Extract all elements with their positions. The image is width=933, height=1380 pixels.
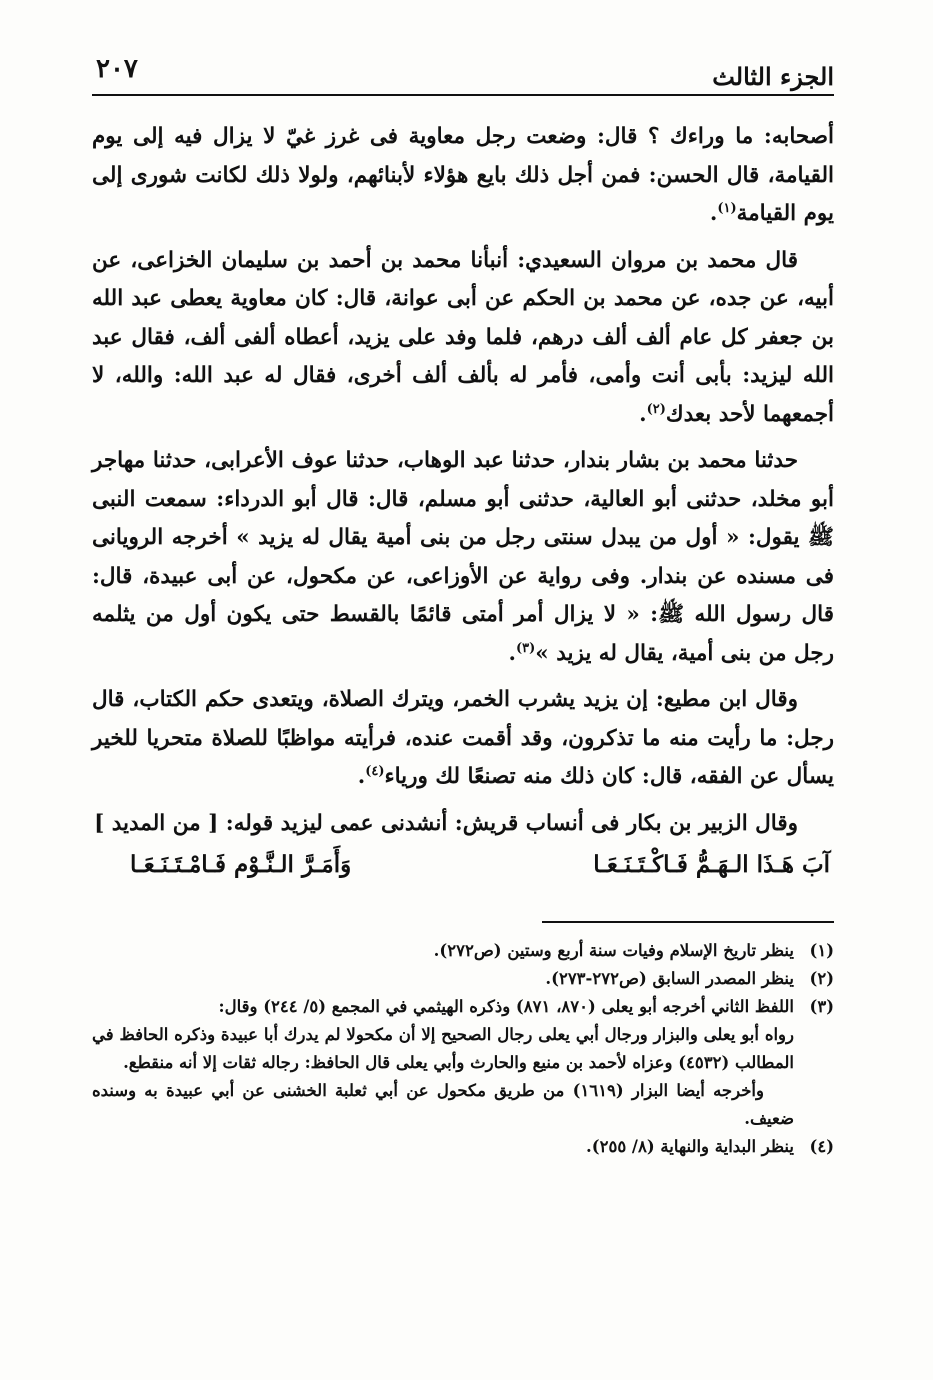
footnote-number: (١) [809, 941, 834, 960]
footnote-3-addendum: وأخرجه أيضا البزار (١٦١٩) من طريق مكحول عن أبي ثعلبة الخشنى عن أبي عبيدة به وسنده ضعيف. [92, 1081, 794, 1128]
paragraph-end: . [508, 640, 516, 666]
footnote-4 [92, 1133, 834, 1161]
footnote-ref: (٤) [365, 763, 385, 779]
book-page [92, 52, 834, 1352]
paragraph-5 [92, 805, 834, 844]
poetry-verse [92, 845, 834, 885]
paragraph-2 [92, 242, 834, 435]
footnote-ref: (٣) [515, 640, 536, 656]
footnote-ref: (٢) [646, 401, 666, 417]
running-title: الجزء الثالث [712, 62, 834, 91]
paragraph-text: حدثنا محمد بن بشار بندار، حدثنا عبد الوهاب، حدثنا عوف الأعرابى، حدثنا مهاجر أبو مخلد، حدثنى أبو العالية، حدثنى أبو مسلم، قال: قال أبو الدرداء: سمعت النبى ﷺ يقول: « أول من يبدل سنتى رجل من بنى أمية يقال له يزيد » أخرجه الرويانى فى مسنده عن بندار. وفى رواية عن الأوزاعى، عن مكحول، عن أبى عبيدة، قال: قال رسول الله ﷺ: « لا يزال أمر أمتى قائمًا بالقسط حتى يكون أول من يثلمه رجل من بنى أمية، يقال له يزيد » [92, 448, 834, 666]
footnote-number: (٣) [809, 997, 834, 1016]
footnote-separator [542, 921, 834, 923]
footnote-text: ينظر البداية والنهاية (٨/ ٢٥٥). [586, 1137, 794, 1156]
footnote-text: ينظر المصدر السابق (ص٢٧٢-٢٧٣). [545, 969, 794, 988]
paragraph-text: قال محمد بن مروان السعيدي: أنبأنا محمد بن أحمد بن سليمان الخزاعى، عن أبيه، عن جده، عن محمد بن الحكم عن أبى عوانة، قال: كان معاوية يعطى عبد الله بن جعفر كل عام ألف ألف درهم، فلما وفد على يزيد، أعطاه ألفى ألف، فقال عبد الله ليزيد: بأبى أنت وأمى، فأمر له بألف ألف أخرى، فقال له عبد الله: والله، لا أجمعهما لأحد بعدك [92, 247, 834, 427]
footnote-3-continuation: رواه أبو يعلى والبزار ورجال أبي يعلى رجال الصحيح إلا أن مكحولا لم يدرك أبا عبيدة وذكره الحافظ في المطالب (٤٥٣٢) وعزاه لأحمد بن منيع والحارث وأبي يعلى قال الحافظ: رجاله ثقات إلا أنه منقطع. [92, 1025, 794, 1072]
footnote-text: ينظر تاريخ الإسلام وفيات سنة أربع وستين (ص٢٧٢). [433, 941, 794, 960]
footnote-3 [92, 993, 834, 1021]
footnote-2 [92, 965, 834, 993]
paragraph-end: . [639, 401, 647, 427]
main-text [92, 118, 834, 885]
footnote-text: اللفظ الثاني أخرجه أبو يعلى (٨٧٠، ٨٧١) وذكره الهيثمي في المجمع (٥/ ٢٤٤) وقال: [218, 997, 794, 1016]
footnote-number: (٢) [809, 969, 834, 988]
paragraph-1 [92, 118, 834, 234]
paragraph-text: وقال الزبير بن بكار فى أنساب قريش: أنشدنى عمى ليزيد قوله: [ من المديد ] [94, 810, 798, 836]
paragraph-text: أصحابه: ما وراءك ؟ قال: وضعت رجل معاوية فى غرز غيّ لا يزال فيه إلى يوم القيامة، قال الحسن: فمن أجل ذلك بايع هؤلاء لأبنائهم، ولولا ذلك لكانت شورى إلى يوم القيامة [92, 124, 834, 226]
paragraph-4 [92, 681, 834, 797]
page-number: ٢٠٧ [96, 54, 138, 84]
paragraph-end: . [357, 764, 366, 789]
footnote-number: (٤) [809, 1137, 834, 1156]
footnote-1 [92, 937, 834, 965]
verse-hemistich-2: وَأَمَـرَّ الـنَّـوْم فَـامْـتَـنَـعَـا [130, 851, 352, 878]
paragraph-end: . [709, 201, 718, 226]
paragraph-text: وقال ابن مطيع: إن يزيد يشرب الخمر، ويترك الصلاة، ويتعدى حكم الكتاب، قال رجل: ما رأيت منه ما تذكرون، وقد أقمت عنده، فرأيته مواظبًا للصلاة متحريا للخير يسأل عن الفقه، قال: كان ذلك منه تصنعًا لك ورياء [92, 687, 834, 789]
paragraph-3 [92, 442, 834, 673]
verse-hemistich-1: آبَ هَـذَا الـهَـمُّ فَـاكْـتَـنَـعَـا [593, 851, 830, 878]
footnote-ref: (١) [717, 200, 737, 216]
footnotes [92, 937, 834, 1161]
running-header [92, 52, 834, 96]
